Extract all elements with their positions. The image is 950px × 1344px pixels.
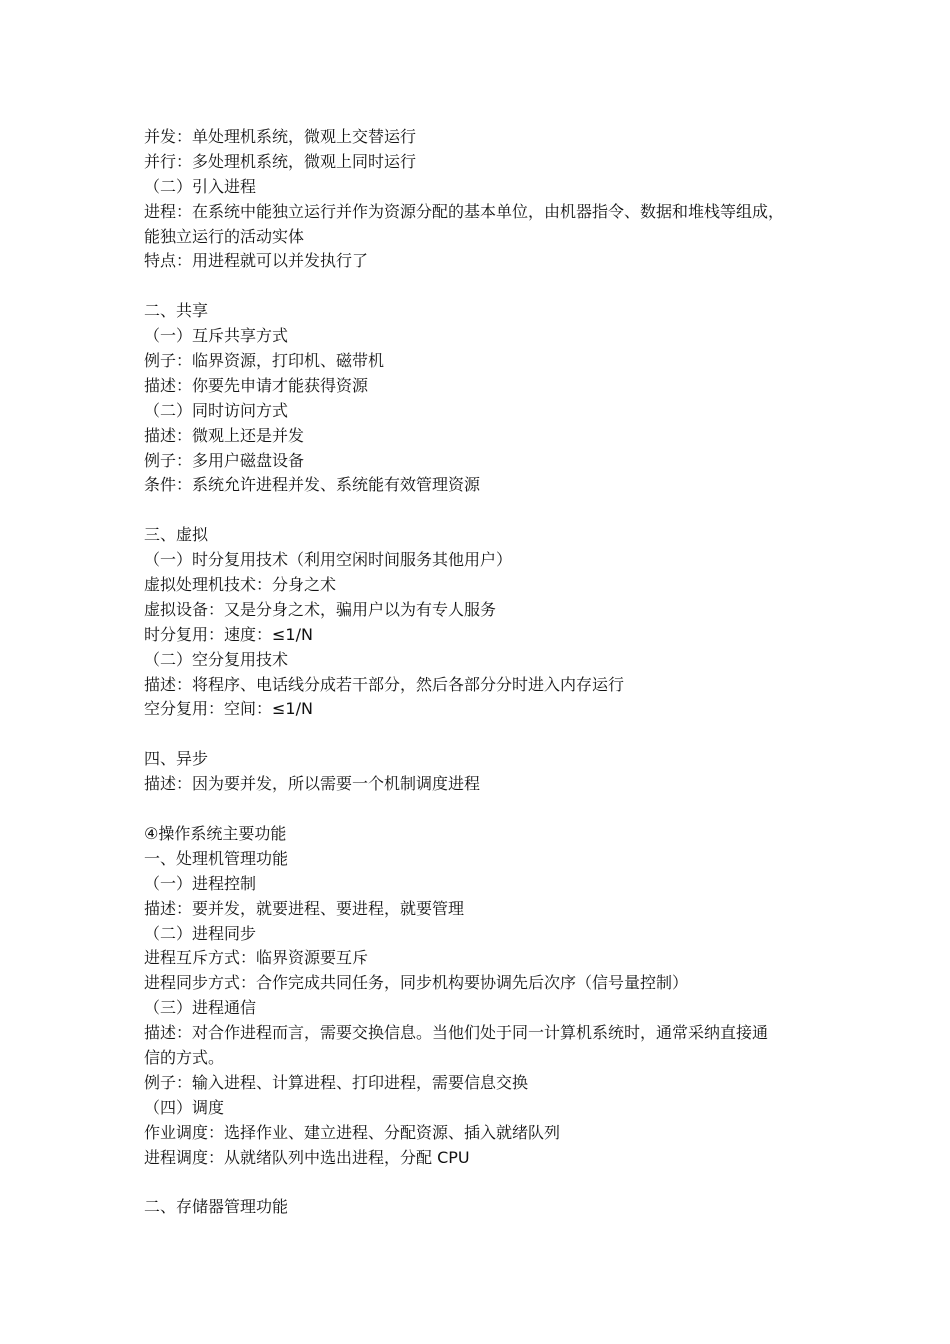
text-line: 描述：微观上还是并发	[144, 425, 305, 445]
section-heading: （二）同时访问方式	[144, 400, 289, 420]
section-heading: 一、处理机管理功能	[144, 848, 289, 868]
blank-line	[144, 274, 824, 299]
section-heading: （二）引入进程	[144, 176, 257, 196]
text-line: 时分复用：速度：≤1/N	[144, 624, 313, 644]
text-line: 并发：单处理机系统，微观上交替运行	[144, 127, 417, 146]
text-line: 例子：临界资源，打印机、磁带机	[144, 351, 385, 371]
text-line: 空分复用：空间：≤1/N	[144, 699, 313, 719]
section-heading: （二）空分复用技术	[144, 649, 289, 669]
text-line: 作业调度：选择作业、建立进程、分配资源、插入就绪队列	[144, 1122, 561, 1142]
text-line: 并行：多处理机系统，微观上同时运行	[144, 151, 417, 171]
text-line: 描述：因为要并发，所以需要一个机制调度进程	[144, 774, 481, 794]
blank-line	[144, 1170, 824, 1195]
text-line: 虚拟处理机技术：分身之术	[144, 575, 337, 595]
section-heading: 四、异步	[144, 749, 209, 769]
text-line: 例子：输入进程、计算进程、打印进程，需要信息交换	[144, 1072, 529, 1092]
section-heading: （二）进程同步	[144, 923, 257, 943]
blank-line	[144, 498, 824, 523]
text-line: 进程：在系统中能独立运行并作为资源分配的基本单位，由机器指令、数据和堆栈等组成，	[144, 201, 785, 221]
text-line: 描述：对合作进程而言，需要交换信息。当他们处于同一计算机系统时，通常采纳直接通	[144, 1023, 769, 1043]
text-line: 进程同步方式：合作完成共同任务，同步机构要协调先后次序（信号量控制）	[144, 973, 689, 993]
text-line: 例子：多用户磁盘设备	[144, 450, 305, 470]
text-line: 条件：系统允许进程并发、系统能有效管理资源	[144, 475, 481, 495]
blank-line	[144, 722, 824, 747]
text-line: 描述：你要先申请才能获得资源	[144, 375, 369, 395]
text-line: 进程互斥方式：临界资源要互斥	[144, 948, 369, 968]
text-line: 信的方式。	[144, 1047, 225, 1067]
section-heading: （四）调度	[144, 1097, 225, 1117]
text-line: 特点：用进程就可以并发执行了	[144, 251, 369, 271]
text-line: 描述：将程序、电话线分成若干部分，然后各部分分时进入内存运行	[144, 674, 625, 694]
section-heading: （三）进程通信	[144, 998, 257, 1018]
blank-line	[144, 797, 824, 822]
section-heading: 二、存储器管理功能	[144, 1197, 289, 1217]
section-heading: 二、共享	[144, 301, 209, 321]
text-line: 进程调度：从就绪队列中选出进程，分配 CPU	[144, 1147, 470, 1167]
text-line: 能独立运行的活动实体	[144, 226, 305, 246]
section-heading: （一）互斥共享方式	[144, 326, 289, 346]
section-heading: 三、虚拟	[144, 525, 209, 545]
document-body	[144, 125, 824, 1220]
text-line: 描述：要并发，就要进程、要进程，就要管理	[144, 898, 465, 918]
text-line: 虚拟设备：又是分身之术，骗用户以为有专人服务	[144, 599, 497, 619]
section-heading: ④操作系统主要功能	[144, 823, 287, 843]
section-heading: （一）时分复用技术（利用空闲时间服务其他用户）	[144, 550, 513, 570]
section-heading: （一）进程控制	[144, 873, 257, 893]
